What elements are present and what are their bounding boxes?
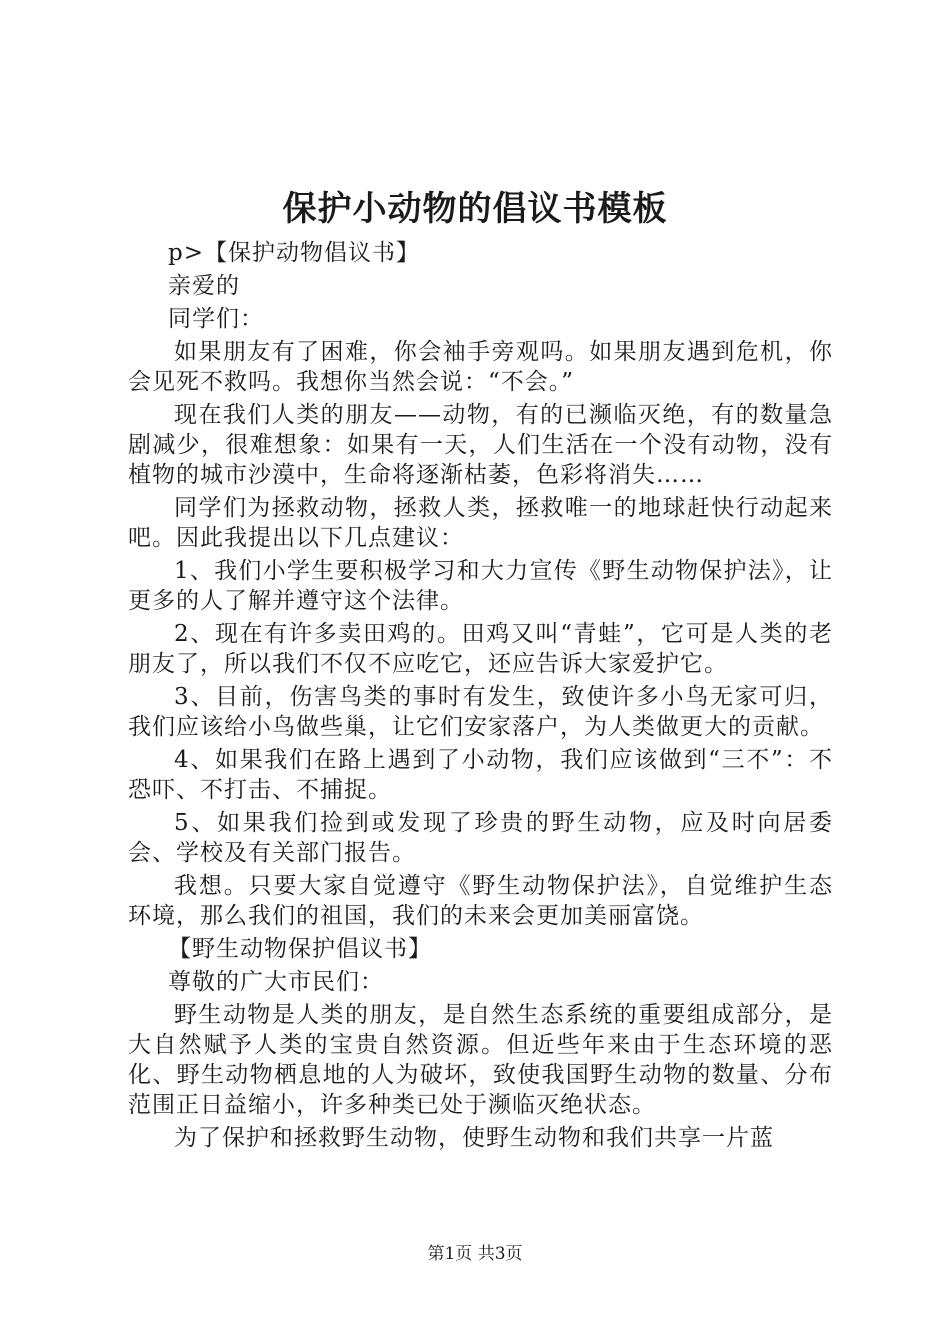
list-item: 1、我们小学生要积极学习和大力宣传《野生动物保护法》，让更多的人了解并遵守这个法律。 [128,558,833,614]
list-item: 4、如果我们在路上遇到了小动物，我们应该做到“三不”：不恐吓、不打击、不捕捉。 [128,747,833,803]
paragraph: 为了保护和拯救野生动物，使野生动物和我们共享一片蓝 [174,1125,774,1151]
section-heading: p>【保护动物倡议书】 [168,240,420,266]
document-body [128,238,833,1156]
salutation-line: 尊敬的广大市民们： [168,969,384,995]
list-item: 2、现在有许多卖田鸡的。田鸡又叫“青蛙”，它可是人类的老朋友了，所以我们不仅不应吃它，还应告诉大家爱护它。 [128,621,833,677]
paragraph: 如果朋友有了困难，你会袖手旁观吗。如果朋友遇到危机，你会见死不救吗。我想你当然会说：“不会。” [128,339,833,395]
list-item: 3、目前，伤害鸟类的事时有发生，致使许多小鸟无家可归，我们应该给小鸟做些巢，让它们安家落户，为人类做更大的贡献。 [128,684,833,740]
page-footer: 第1页 共3页 [427,1244,523,1264]
salutation-line: 亲爱的 [168,273,240,299]
document-title: 保护小动物的倡议书模板 [282,189,668,229]
paragraph: 我想。只要大家自觉遵守《野生动物保护法》，自觉维护生态环境，那么我们的祖国，我们的未来会更加美丽富饶。 [128,873,833,929]
list-item: 5、如果我们捡到或发现了珍贵的野生动物，应及时向居委会、学校及有关部门报告。 [128,810,833,866]
section-heading: 【野生动物保护倡议书】 [168,936,432,962]
paragraph: 同学们为拯救动物，拯救人类，拯救唯一的地球赶快行动起来吧。因此我提出以下几点建议： [128,495,833,551]
salutation-line: 同学们： [168,306,264,332]
paragraph: 野生动物是人类的朋友，是自然生态系统的重要组成部分，是大自然赋予人类的宝贵自然资源。但近些年来由于生态环境的恶化、野生动物栖息地的人为破坏，致使我国野生动物的数量、分布范围正日益缩小，许多种类已处于濒临灭绝状态。 [128,1002,833,1118]
paragraph: 现在我们人类的朋友——动物，有的已濒临灭绝，有的数量急剧减少，很难想象：如果有一天，人们生活在一个没有动物，没有植物的城市沙漠中，生命将逐渐枯萎，色彩将消失…… [128,402,833,488]
